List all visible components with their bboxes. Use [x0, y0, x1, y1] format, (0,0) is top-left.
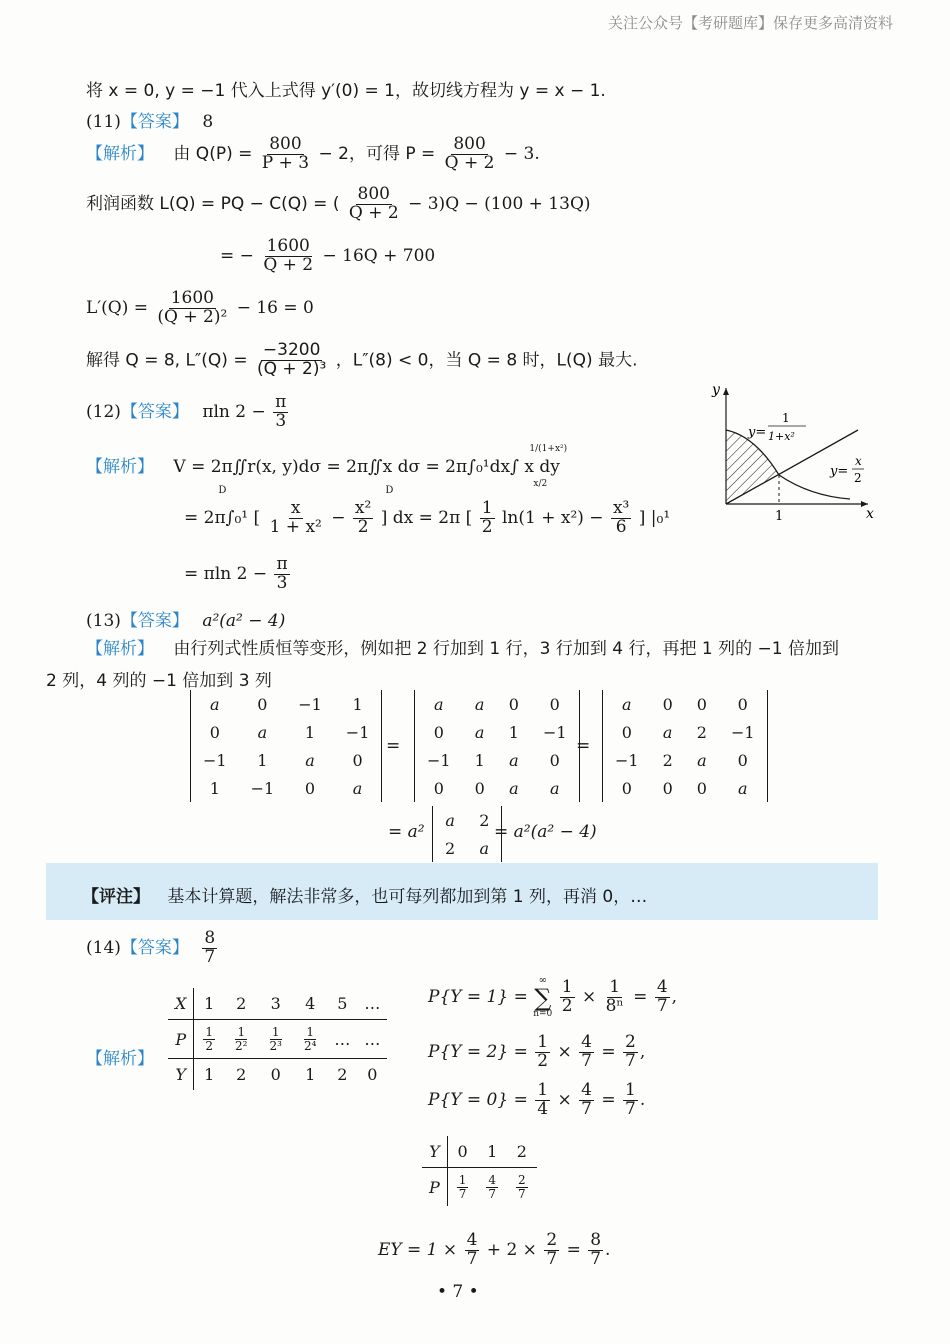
- matrix-cell: 2: [479, 810, 490, 830]
- upper-limit: 1/(1+x²): [529, 444, 568, 454]
- watermark: 关注公众号【考研题库】保存更多高清资料: [608, 14, 894, 32]
- text: V = 2π∬r(x, y)dσ = 2π∬x dσ = 2π∫₀¹dx∫ x dy: [173, 457, 560, 477]
- matrix-cell: a: [474, 722, 485, 742]
- fraction: $\frac{\pi}{3}$: [275, 392, 287, 431]
- fraction: $\frac{8}{7}$: [204, 928, 216, 967]
- matrix-cell: 1: [352, 694, 363, 714]
- text: ] dx = 2π [: [380, 507, 473, 528]
- q12-line1: [86, 444, 568, 496]
- matrix-cell: a: [509, 750, 519, 770]
- matrix-cell: 0: [549, 750, 560, 770]
- table-cell: 1: [204, 1065, 215, 1085]
- fraction: $\frac{1}{\text{8ⁿ}}$: [605, 977, 624, 1016]
- q13-result-b: [494, 822, 597, 842]
- determinant-3: [602, 690, 768, 802]
- y-axis-arrow: [723, 388, 729, 395]
- matrix-cell: a: [479, 838, 490, 858]
- q14-answer-row: [86, 930, 219, 967]
- matrix-cell: 0: [621, 778, 632, 798]
- matrix-cell: a: [257, 722, 268, 742]
- matrix-cell: 0: [696, 694, 707, 714]
- text: = a²(a² − 4): [494, 822, 597, 842]
- text: = 2π∫₀¹ [: [184, 507, 261, 528]
- table-cell: 2: [224, 988, 258, 1020]
- table-cell: 0: [367, 1065, 378, 1085]
- matrix-cell: a: [549, 778, 560, 798]
- q13-answer-row: [86, 606, 285, 631]
- analysis-tag: 【解析】: [86, 639, 154, 659]
- matrix-cell: 2: [662, 750, 673, 770]
- matrix-cell: a: [737, 778, 748, 798]
- fraction: $\frac{4}{7}$: [581, 1032, 592, 1071]
- note-line: [82, 882, 647, 907]
- text: P{Y = 1} =: [428, 987, 534, 1007]
- table-cell: $\frac{1}{7}$: [458, 1173, 467, 1201]
- fraction: $\frac{8}{7}$: [590, 1230, 602, 1269]
- text: 解得 Q = 8, L″(Q) =: [86, 350, 248, 371]
- q13-label: (13): [86, 611, 121, 631]
- matrix-cell: a: [509, 778, 519, 798]
- q12-line3: [184, 556, 292, 593]
- table-cell: 2: [236, 1065, 247, 1085]
- table-cell: 1: [477, 1136, 507, 1168]
- distribution-table-x: [168, 988, 387, 1090]
- matrix-cell: 0: [433, 778, 444, 798]
- text: − 16 = 0: [236, 297, 314, 318]
- analysis-tag: 【解析】: [86, 143, 154, 164]
- table-cell: 1: [194, 988, 224, 1020]
- text: ，L″(8) < 0，当 Q = 8 时，L(Q) 最大.: [335, 350, 638, 371]
- matrix-cell: a: [697, 750, 707, 770]
- table-row-header: P: [168, 1020, 194, 1059]
- table-row-header: Y: [168, 1059, 194, 1091]
- text: =: [633, 987, 648, 1007]
- equals: =: [576, 736, 591, 756]
- matrix-cell: 0: [508, 694, 519, 714]
- text: 由 Q(P) =: [173, 143, 253, 164]
- text: = a²: [388, 822, 425, 842]
- matrix-cell: a: [622, 694, 632, 714]
- text: L′(Q) =: [86, 297, 148, 318]
- matrix-cell: 0: [696, 778, 707, 798]
- curve-label-den: 1+x²: [768, 430, 795, 443]
- fraction: $\frac{2}{7}$: [625, 1032, 636, 1071]
- fraction: $\frac{1600}{Q + 2}$: [263, 236, 314, 275]
- matrix-cell: 1: [508, 722, 519, 742]
- curve-label-num: 1: [782, 411, 790, 425]
- matrix-cell: −1: [203, 750, 227, 770]
- matrix-cell: 0: [304, 778, 316, 798]
- table-cell: …: [357, 988, 387, 1020]
- equals: =: [386, 736, 401, 756]
- text: ×: [581, 987, 597, 1007]
- page-number: • 7 •: [437, 1282, 479, 1302]
- q12-line2: [184, 500, 670, 537]
- answer-tag: 【答案】: [120, 112, 189, 132]
- text: + 2 ×: [486, 1239, 537, 1260]
- integral-expression: [173, 444, 568, 496]
- fraction: $\frac{800}{P + 3}$: [261, 134, 310, 173]
- matrix-cell: 0: [474, 778, 485, 798]
- matrix-cell: 1: [304, 722, 316, 742]
- fraction: $\frac{1}{2}$: [537, 1032, 549, 1071]
- matrix-cell: 2: [445, 838, 456, 858]
- fraction: $\frac{2}{7}$: [546, 1230, 558, 1269]
- q10-line: 将 x = 0, y = −1 代入上式得 y′(0) = 1，故切线方程为 y = x − 1.: [86, 81, 606, 101]
- table-cell: $\frac{1}{\text{2³}}$: [258, 1020, 292, 1059]
- q11-answer-row: [86, 107, 213, 132]
- line-label-num: x: [855, 454, 862, 468]
- table-cell: $\frac{4}{7}$: [488, 1173, 497, 1201]
- matrix-cell: a: [434, 694, 444, 714]
- tick-label: 1: [775, 509, 784, 523]
- matrix-cell: 1: [257, 750, 268, 770]
- table-cell: $\frac{1}{\text{2⁴}}$: [293, 1020, 327, 1059]
- fraction: $\frac{1600}{\text{(Q + 2)²}}$: [157, 288, 228, 327]
- text: P{Y = 2} =: [428, 1041, 534, 1062]
- py0-eq: [428, 1082, 645, 1119]
- text: − 3)Q − (100 + 13Q): [408, 193, 591, 214]
- text: .: [639, 1089, 646, 1110]
- q11-line5: [86, 342, 637, 379]
- determinant-4: [432, 806, 502, 862]
- q12-answer-row: [86, 394, 290, 431]
- text: ln(1 + x²) −: [501, 507, 604, 528]
- fraction: $\frac{4}{7}$: [581, 1080, 592, 1119]
- fraction: $\frac{\pi}{3}$: [276, 554, 288, 593]
- table-cell: 2: [337, 1065, 348, 1085]
- matrix-cell: 0: [352, 750, 363, 770]
- matrix-cell: 2: [696, 722, 707, 742]
- fraction: $\frac{\text{x³}}{6}$: [612, 498, 630, 537]
- analysis-tag: 【解析】: [86, 1049, 154, 1069]
- q11-label: (11): [86, 112, 121, 132]
- fraction: $\frac{4}{7}$: [466, 1230, 478, 1269]
- summation: ∞ ∑ n=0: [533, 975, 553, 1019]
- q11-line1: [86, 136, 540, 173]
- table-cell: 4: [293, 988, 327, 1020]
- matrix-cell: a: [210, 694, 220, 714]
- domain-label: D: [218, 485, 227, 496]
- text: ,: [671, 987, 678, 1007]
- q13-result-a: [388, 822, 425, 842]
- table-cell: $\frac{1}{2}$: [194, 1020, 224, 1059]
- text: = πln 2 −: [184, 563, 268, 584]
- domain-label: D: [385, 485, 394, 496]
- table-cell: 0: [447, 1136, 477, 1168]
- table-cell: $\frac{1}{\text{2²}}$: [224, 1020, 258, 1059]
- table-row-header: Y: [422, 1136, 447, 1168]
- x-axis-label: x: [866, 506, 874, 522]
- matrix-cell: 1: [474, 750, 485, 770]
- note-tag: 【评注】: [82, 887, 150, 907]
- line-label-den: 2: [854, 471, 862, 485]
- distribution-table-y: [422, 1136, 537, 1206]
- py1-eq: [428, 976, 677, 1019]
- ey-eq: [378, 1232, 610, 1269]
- answer-tag: 【答案】: [120, 401, 189, 422]
- text: ] |₀¹: [638, 507, 671, 528]
- matrix-cell: −1: [250, 778, 275, 798]
- matrix-cell: a: [662, 722, 673, 742]
- text: − 2，可得 P =: [318, 143, 436, 164]
- fraction: $\frac{1}{2}$: [561, 977, 573, 1016]
- table-row-header: P: [422, 1168, 447, 1207]
- table-cell: 0: [270, 1065, 281, 1085]
- fraction: $\frac{x}{\text{1 + x²}}$: [269, 498, 322, 537]
- lower-limit: x/2: [533, 479, 548, 489]
- table-cell: 5: [327, 988, 357, 1020]
- table-row-header: X: [168, 988, 194, 1020]
- matrix-cell: 1: [209, 778, 220, 798]
- fraction: $\frac{1}{7}$: [625, 1080, 636, 1119]
- matrix-cell: −1: [345, 722, 370, 742]
- fraction: $\frac{1}{4}$: [537, 1080, 549, 1119]
- text: −: [331, 507, 346, 528]
- fraction: $\frac{1}{2}$: [481, 498, 493, 537]
- text: πln 2 −: [202, 401, 266, 422]
- matrix-cell: a: [352, 778, 363, 798]
- text: ×: [557, 1041, 572, 1062]
- table-cell: …: [327, 1020, 357, 1059]
- matrix-cell: 0: [662, 778, 673, 798]
- matrix-cell: 0: [737, 694, 748, 714]
- matrix-cell: 0: [209, 722, 220, 742]
- line-label: y=: [830, 464, 849, 479]
- q13-answer: a²(a² − 4): [202, 611, 286, 631]
- q14-label: (14): [86, 937, 121, 958]
- fraction: $\frac{-3200}{\text{(Q + 2)³}}$: [256, 340, 327, 379]
- text: .: [605, 1239, 611, 1260]
- q11-line2: [86, 186, 591, 223]
- analysis-tag: 【解析】: [86, 457, 154, 477]
- answer-tag: 【答案】: [120, 937, 189, 958]
- text: − 3.: [503, 143, 540, 164]
- fraction: $\frac{4}{7}$: [656, 977, 668, 1016]
- matrix-cell: 0: [737, 750, 748, 770]
- matrix-cell: −1: [427, 750, 451, 770]
- text: − 16Q + 700: [322, 245, 436, 266]
- text: 利润函数 L(Q) = PQ − C(Q) = (: [86, 193, 340, 214]
- matrix-cell: −1: [730, 722, 755, 742]
- determinant-1: [190, 690, 382, 802]
- matrix-cell: −1: [542, 722, 567, 742]
- q13-text2: 2 列，4 列的 −1 倍加到 3 列: [46, 671, 272, 691]
- fraction: $\frac{\text{x²}}{2}$: [354, 498, 372, 537]
- region-graph: [700, 378, 890, 523]
- text: P{Y = 0} =: [428, 1089, 534, 1110]
- answer-tag: 【答案】: [120, 611, 189, 631]
- table-cell: …: [357, 1020, 387, 1059]
- matrix-cell: 0: [621, 722, 632, 742]
- q14-analysis-tag: [86, 1044, 154, 1069]
- text: =: [566, 1239, 581, 1260]
- matrix-cell: 0: [257, 694, 268, 714]
- matrix-cell: a: [474, 694, 485, 714]
- text: =: [601, 1089, 616, 1110]
- q13-text1: [86, 634, 839, 659]
- q11-line4: [86, 290, 314, 327]
- text: = −: [220, 245, 254, 266]
- text: 由行列式性质恒等变形，例如把 2 行加到 1 行，3 行加到 4 行，再把 1 列的 −1 倍加到: [173, 639, 839, 659]
- text: ×: [557, 1089, 572, 1110]
- text: EY = 1 ×: [378, 1239, 458, 1260]
- table-cell: 3: [258, 988, 292, 1020]
- fraction: $\frac{800}{Q + 2}$: [348, 184, 399, 223]
- matrix-cell: 0: [549, 694, 560, 714]
- matrix-cell: 0: [662, 694, 673, 714]
- text: ,: [639, 1041, 646, 1062]
- matrix-cell: −1: [298, 694, 322, 714]
- note-text: 基本计算题，解法非常多，也可每列都加到第 1 列，再消 0，…: [167, 887, 648, 907]
- matrix-cell: −1: [615, 750, 639, 770]
- y-axis-label: y: [712, 382, 720, 398]
- q12-label: (12): [86, 401, 121, 422]
- q11-line3: [220, 238, 435, 275]
- table-cell: 1: [305, 1065, 316, 1085]
- matrix-cell: a: [445, 810, 455, 830]
- table-cell: $\frac{2}{7}$: [518, 1173, 526, 1201]
- matrix-cell: 0: [433, 722, 444, 742]
- matrix-cell: a: [305, 750, 315, 770]
- curve-label: y=: [748, 425, 767, 440]
- fraction: $\frac{800}{Q + 2}$: [444, 134, 495, 173]
- determinant-2: [414, 690, 580, 802]
- py2-eq: [428, 1034, 645, 1071]
- table-cell: 2: [507, 1136, 537, 1168]
- q11-answer: 8: [202, 112, 214, 132]
- text: =: [601, 1041, 616, 1062]
